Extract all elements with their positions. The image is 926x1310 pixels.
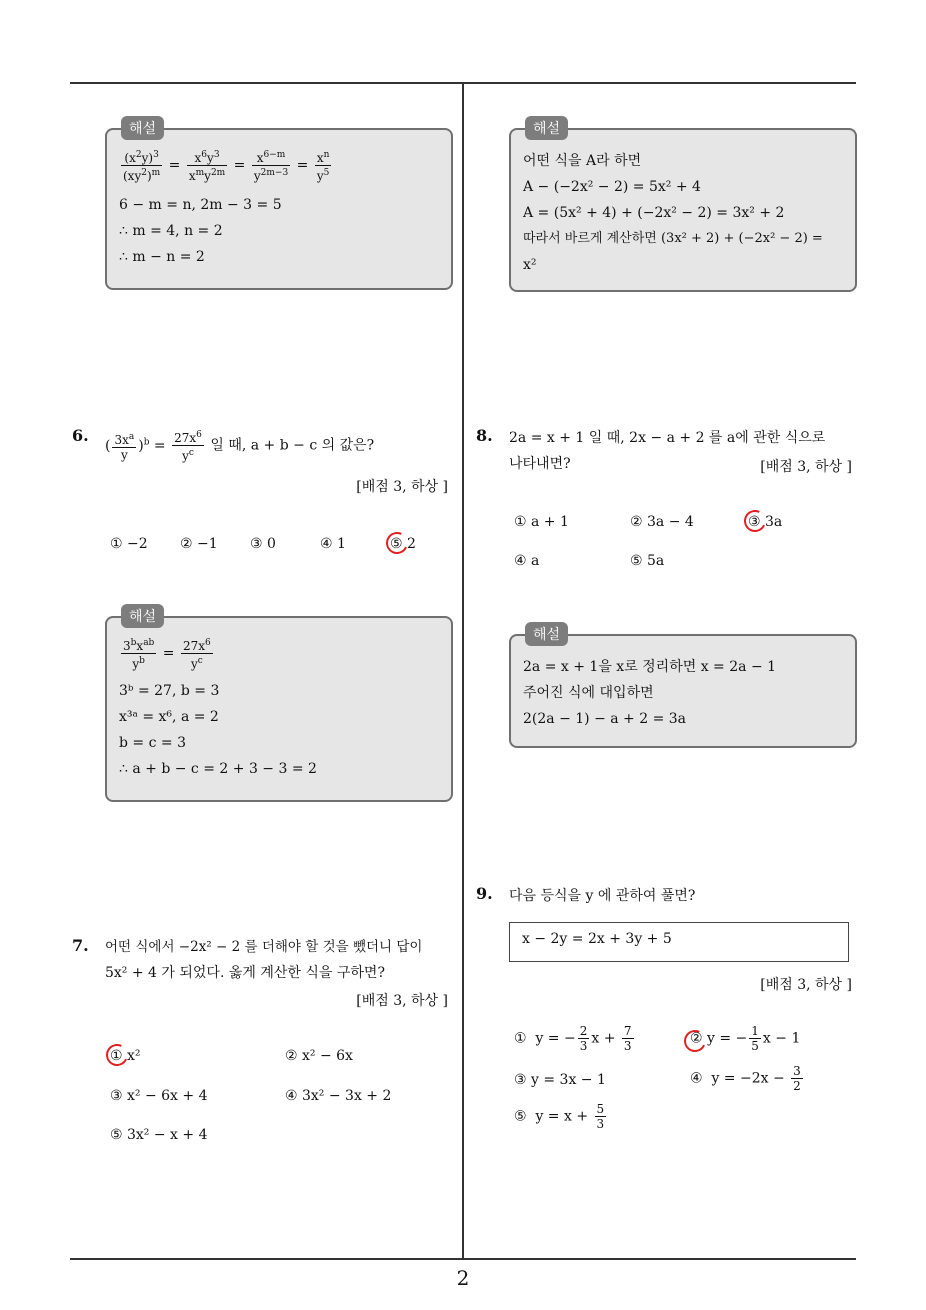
- question-9-equation-box: [509, 922, 849, 962]
- question-8-choice-5[interactable]: ⑤ 5a: [630, 553, 665, 569]
- solution-label: 해설: [121, 116, 164, 140]
- question-8-choice-1[interactable]: ① a + 1: [514, 514, 569, 530]
- solution-6-line-1: $\frac{3^bx^{ab}}{y^b}$ = $\frac{27x^6}{y^c}$: [123, 638, 211, 671]
- question-6-choice-3[interactable]: ③ 0: [250, 536, 276, 552]
- solution-6-line-2: 3ᵇ = 27, b = 3: [119, 683, 220, 699]
- question-6-formula: ( $\frac{3x^a}{y}$ )$^b$ = $\frac{27x^6}{y^c}$: [105, 430, 202, 463]
- question-7-number: 7.: [72, 936, 89, 955]
- question-9-choice-4[interactable]: ④ y = −2x − $\frac{3}{2}$: [690, 1064, 801, 1093]
- question-7-line-2: 5x² + 4 가 되었다. 옳게 계산한 식을 구하면?: [105, 965, 385, 981]
- solution-box-5: [105, 121, 453, 290]
- question-6-choice-4[interactable]: ④ 1: [320, 536, 346, 552]
- question-8-number: 8.: [476, 426, 493, 445]
- question-8-choice-2[interactable]: ② 3a − 4: [630, 514, 694, 530]
- question-8-line-1: 2a = x + 1 일 때, 2x − a + 2 를 a에 관한 식으로: [509, 430, 826, 446]
- solution-5-line-2: 6 − m = n, 2m − 3 = 5: [119, 197, 282, 213]
- solution-5-line-3: ∴ m = 4, n = 2: [119, 223, 223, 239]
- page-number: 2: [456, 1266, 470, 1290]
- question-7-choice-2[interactable]: ② x² − 6x: [285, 1048, 353, 1064]
- question-7-choice-4[interactable]: ④ 3x² − 3x + 2: [285, 1088, 392, 1104]
- question-9-text: 다음 등식을 y 에 관하여 풀면?: [509, 888, 696, 904]
- solution-label: 해설: [121, 604, 164, 628]
- question-6-text: 일 때, a + b − c 의 값은?: [210, 437, 375, 454]
- question-7-choice-1[interactable]: ① x²: [110, 1048, 141, 1064]
- solution-7-line-1: 어떤 식을 A라 하면: [523, 153, 642, 169]
- question-7-choice-5[interactable]: ⑤ 3x² − x + 4: [110, 1127, 208, 1143]
- question-6-score: [배점 3, 하상 ]: [356, 479, 448, 495]
- solution-7-line-4: 따라서 바르게 계산하면 (3x² + 2) + (−2x² − 2) =: [523, 231, 823, 246]
- question-7-line-1: 어떤 식에서 −2x² − 2 를 더해야 할 것을 뺐더니 답이: [105, 939, 423, 955]
- solution-8-line-3: 2(2a − 1) − a + 2 = 3a: [523, 711, 687, 727]
- question-8-choice-3[interactable]: ③ 3a: [748, 514, 783, 530]
- question-9-choice-1[interactable]: ① y = − $\frac{2}{3}$ x + $\frac{7}{3}$: [514, 1024, 632, 1053]
- question-9-equation: x − 2y = 2x + 3y + 5: [522, 931, 672, 947]
- question-7-score: [배점 3, 하상 ]: [356, 993, 448, 1009]
- column-divider: [462, 82, 464, 1258]
- question-9-choice-2[interactable]: ② y = − $\frac{1}{5}$ x − 1: [690, 1024, 801, 1053]
- question-6-choice-5[interactable]: ⑤ 2: [390, 536, 416, 552]
- solution-7-line-2: A − (−2x² − 2) = 5x² + 4: [523, 179, 701, 195]
- solution-8-line-2: 주어진 식에 대입하면: [523, 685, 654, 701]
- solution-6-line-3: x³ᵃ = x⁶, a = 2: [119, 709, 219, 725]
- solution-box-6: [105, 609, 453, 802]
- question-7-choice-3[interactable]: ③ x² − 6x + 4: [110, 1088, 208, 1104]
- bottom-rule: [70, 1258, 856, 1260]
- question-8-line-2: 나타내면?: [509, 456, 571, 472]
- question-6-choice-2[interactable]: ② −1: [180, 536, 218, 552]
- question-6-number: 6.: [72, 426, 89, 445]
- solution-label: 해설: [525, 116, 568, 140]
- solution-7-line-5: x²: [523, 257, 537, 273]
- solution-box-8: [509, 627, 857, 748]
- question-9-choice-3[interactable]: ③ y = 3x − 1: [514, 1072, 606, 1088]
- question-9-score: [배점 3, 하상 ]: [760, 977, 852, 993]
- solution-8-line-1: 2a = x + 1을 x로 정리하면 x = 2a − 1: [523, 659, 777, 675]
- question-6-choice-1[interactable]: ① −2: [110, 536, 148, 552]
- question-8-choice-4[interactable]: ④ a: [514, 553, 540, 569]
- answer-mark-circle: [383, 529, 411, 557]
- question-8-score: [배점 3, 하상 ]: [760, 459, 852, 475]
- solution-6-line-5: ∴ a + b − c = 2 + 3 − 3 = 2: [119, 761, 317, 777]
- question-9-number: 9.: [476, 884, 493, 903]
- answer-mark-circle: [741, 507, 769, 535]
- question-6-stem: [105, 428, 374, 463]
- solution-6-line-4: b = c = 3: [119, 735, 186, 751]
- answer-mark-circle: [103, 1041, 131, 1069]
- solution-5-line-1: $\frac{(x^2y)^3}{(xy^2)^m}$ = $\frac{x^6y^3}{x^my^{2m}}$ = $\frac{x^{6-m}}{y^{2m-3}}$ = $\frac{x^n}{y^5}$: [123, 150, 330, 183]
- solution-7-line-3: A = (5x² + 4) + (−2x² − 2) = 3x² + 2: [523, 205, 785, 221]
- question-9-choice-5[interactable]: ⑤ y = x + $\frac{5}{3}$: [514, 1102, 605, 1131]
- solution-5-line-4: ∴ m − n = 2: [119, 249, 205, 265]
- solution-label: 해설: [525, 622, 568, 646]
- solution-box-7: [509, 121, 857, 292]
